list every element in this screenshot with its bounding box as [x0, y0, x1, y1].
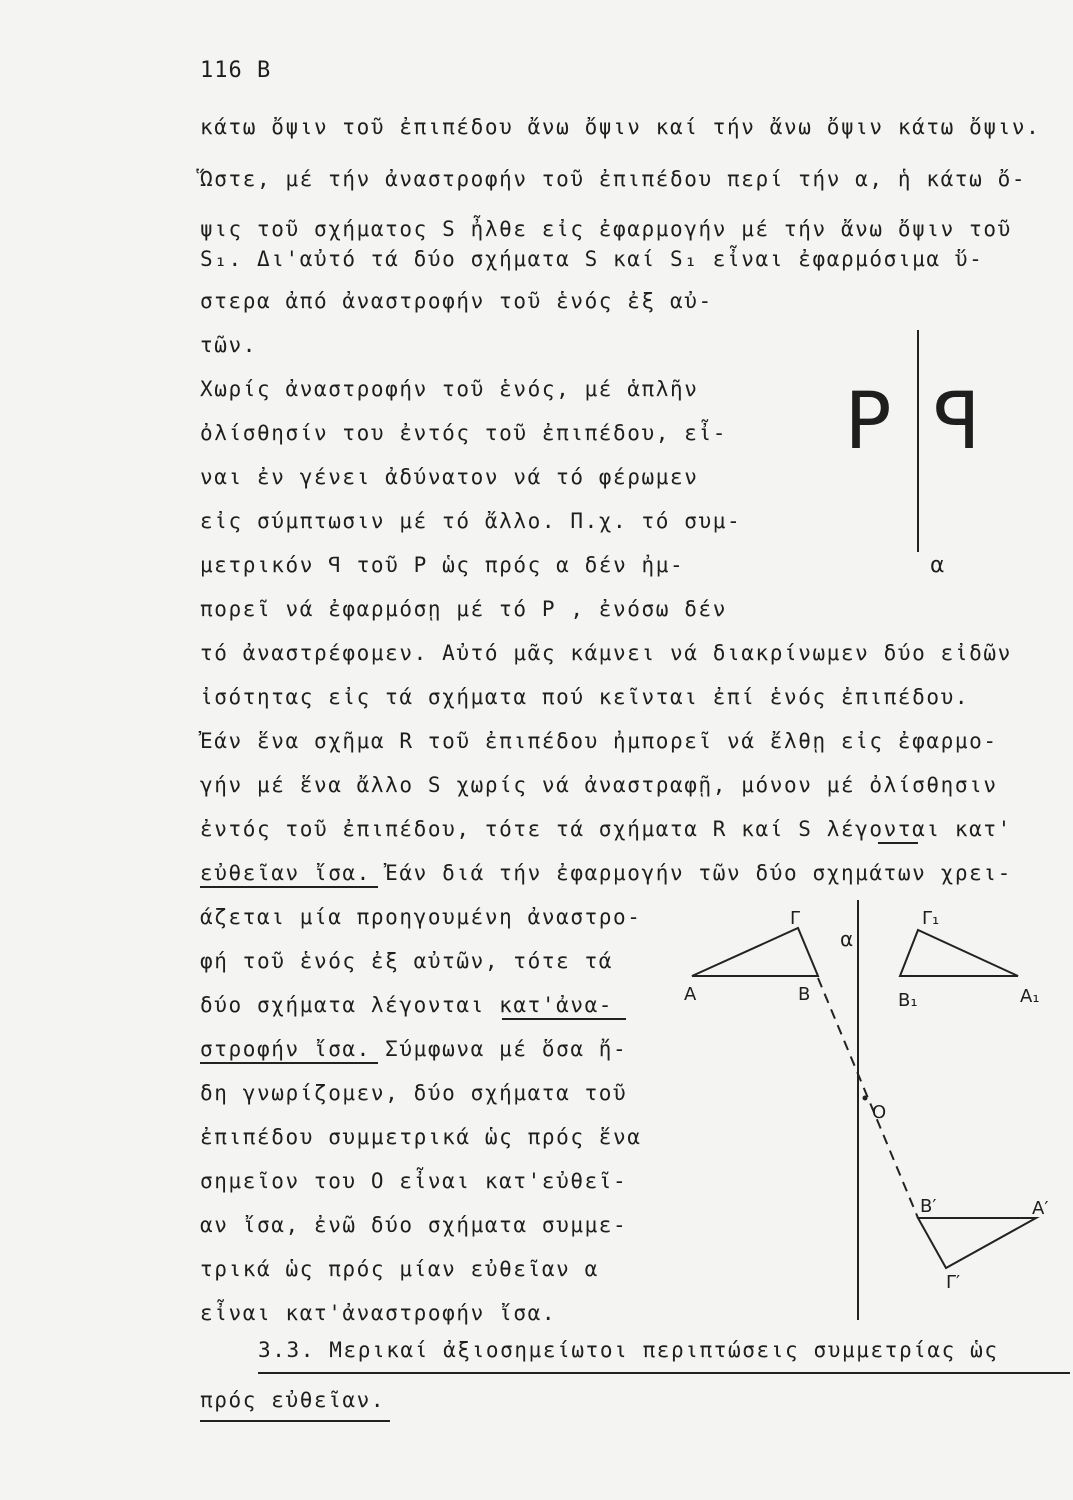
axis-label: α: [930, 553, 945, 578]
triangle-a1b1g1: [900, 930, 1018, 976]
text-line: ὀλίσθησίν του ἐντός τοῦ ἐπιπέδου, εἶ-: [200, 421, 727, 445]
text-line: δύο σχήματα λέγονται κατ'ἀνα-: [200, 993, 614, 1017]
text-line: τό ἀναστρέφομεν. Αὐτό μᾶς κάμνει νά διακρίνωμεν δύο εἰδῶν: [200, 641, 1012, 665]
heading-underline: [200, 1420, 390, 1422]
label-a1: A₁: [1020, 986, 1040, 1007]
axis-label: α: [840, 927, 854, 951]
text-line: ἐντός τοῦ ἐπιπέδου, τότε τά σχήματα R καί S λέγονται κατ': [200, 817, 1012, 841]
label-bp: B′: [920, 1196, 937, 1217]
label-g1: Γ₁: [922, 908, 940, 929]
text-line: στερα ἀπό ἀναστροφήν τοῦ ἑνός ἐξ αὐ-: [200, 289, 713, 313]
label-a: A: [684, 984, 697, 1005]
label-b1: B₁: [898, 990, 918, 1011]
text-line: εἶναι κατ'ἀναστροφήν ἴσα.: [200, 1301, 557, 1325]
text-line: Χωρίς ἀναστροφήν τοῦ ἑνός, μέ ἁπλῆν: [200, 377, 699, 401]
symmetry-figure-p: [830, 330, 981, 590]
label-gp: Γ′: [946, 1272, 961, 1293]
text-line: ναι ἐν γένει ἀδύνατον νά τό φέρωμεν: [200, 465, 699, 489]
triangle-apbpgp: [918, 1218, 1036, 1268]
dashed-line: [818, 978, 918, 1218]
text-line: ψις τοῦ σχήματος S ἦλθε εἰς ἐφαρμογήν μέ τήν ἄνω ὄψιν τοῦ: [200, 217, 1012, 241]
text-line: Ὥστε, μέ τήν ἀναστροφήν τοῦ ἐπιπέδου περί τήν α, ἡ κάτω ὄ-: [200, 167, 1027, 191]
text-line: στροφήν ἴσα. Σύμφωνα μέ ὅσα ἤ-: [200, 1037, 628, 1061]
text-line: ἐπιπέδου συμμετρικά ὡς πρός ἕνα: [200, 1125, 642, 1149]
text-line: εὐθεῖαν ἴσα. Ἐάν διά τήν ἐφαρμογήν τῶν δύο σχημάτων χρει-: [200, 861, 1012, 885]
text-line: τῶν.: [200, 333, 257, 357]
underline-mark: [878, 842, 918, 844]
text-line: τρικά ὡς πρός μίαν εὐθεῖαν α: [200, 1257, 599, 1281]
text-line: γήν μέ ἕνα ἄλλο S χωρίς νά ἀναστραφῇ, μόνον μέ ὀλίσθησιν: [200, 773, 998, 797]
text-line: μετρικόν ꟼ τοῦ P ὡς πρός α δέν ἠμ-: [200, 553, 685, 577]
text-line: κάτω ὄψιν τοῦ ἐπιπέδου ἄνω ὄψιν καί τήν ἄνω ὄψιν κάτω ὄψιν.: [200, 115, 1041, 139]
underline-mark: [200, 1062, 378, 1064]
triangle-symmetry-figure: [680, 900, 1070, 1330]
label-ap: A′: [1032, 1198, 1049, 1219]
glyph-p: P: [844, 377, 892, 467]
text-line: φή τοῦ ἑνός ἐξ αὐτῶν, τότε τά: [200, 949, 614, 973]
text-line: S₁. Δι'αὐτό τά δύο σχήματα S καί S₁ εἶναι ἐφαρμόσιμα ὕ-: [200, 247, 984, 271]
triangle-abg: [692, 928, 818, 976]
point-o: [863, 1096, 868, 1101]
heading-underline: [258, 1372, 1070, 1374]
glyph-p-mirrored: ꟼ: [933, 377, 981, 467]
text-line: αν ἴσα, ἐνῶ δύο σχήματα συμμε-: [200, 1213, 628, 1237]
label-g: Γ: [790, 908, 801, 929]
label-o: O: [872, 1102, 887, 1123]
label-b: B: [798, 984, 811, 1005]
text-line: δη γνωρίζομεν, δύο σχήματα τοῦ: [200, 1081, 628, 1105]
underline-mark: [502, 1018, 626, 1020]
text-line: πορεῖ νά ἐφαρμόσῃ μέ τό P , ἐνόσω δέν: [200, 597, 727, 621]
text-line: ἰσότητας εἰς τά σχήματα πού κεῖνται ἐπί ἑνός ἐπιπέδου.: [200, 685, 970, 709]
section-heading: 3.3. Μερικαί ἀξιοσημείωτοι περιπτώσεις συμμετρίας ὡς: [258, 1338, 999, 1362]
text-line: Ἐάν ἕνα σχῆμα R τοῦ ἐπιπέδου ἠμπορεῖ νά ἔλθῃ εἰς ἐφαρμο-: [200, 729, 998, 753]
text-line: εἰς σύμπτωσιν μέ τό ἄλλο. Π.χ. τό συμ-: [200, 509, 742, 533]
underline-mark: [200, 886, 378, 888]
text-line: σημεῖον του O εἶναι κατ'εὐθεῖ-: [200, 1169, 628, 1193]
page-number: 116 B: [200, 58, 272, 83]
text-line: άζεται μία προηγουμένη ἀναστρο-: [200, 905, 642, 929]
section-heading-cont: πρός εὐθεῖαν.: [200, 1388, 386, 1412]
